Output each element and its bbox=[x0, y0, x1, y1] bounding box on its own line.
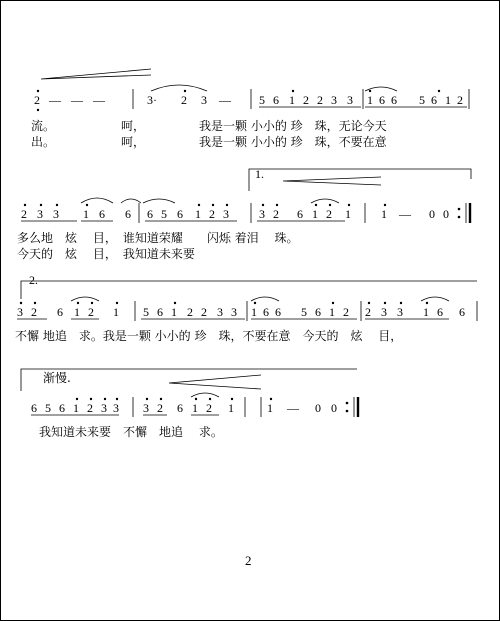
note: 2 bbox=[457, 93, 463, 107]
octave-dot bbox=[116, 398, 118, 400]
note: 3 bbox=[259, 207, 265, 221]
slur bbox=[191, 393, 219, 397]
slur bbox=[311, 199, 339, 203]
note: 6 bbox=[147, 207, 153, 221]
octave-dot bbox=[369, 90, 371, 92]
note: 3 bbox=[37, 207, 43, 221]
lyrics-verse-2: 出。 呵， 我是一颗 小小的 珍 珠，不要在意 bbox=[31, 135, 387, 149]
octave-dot bbox=[426, 302, 428, 304]
note: 6 bbox=[125, 207, 131, 221]
note: 1 bbox=[345, 207, 351, 221]
note: 1 bbox=[329, 305, 335, 319]
octave-dot bbox=[146, 398, 148, 400]
note: 1 bbox=[171, 305, 177, 319]
note: 5 bbox=[301, 305, 307, 319]
note: 5 bbox=[143, 305, 149, 319]
note: 6 bbox=[263, 305, 269, 319]
system-4 bbox=[1, 365, 499, 455]
octave-dot bbox=[34, 302, 36, 304]
note: 6 bbox=[391, 93, 397, 107]
note: 3 bbox=[101, 401, 107, 415]
note: 1 bbox=[73, 401, 79, 415]
note: 6 bbox=[379, 93, 385, 107]
tempo-marking: 渐慢. bbox=[43, 371, 71, 385]
lyrics-verse-1: 我知道未来要 不懈 地追 求。 bbox=[27, 425, 223, 439]
note: 6 bbox=[57, 305, 63, 319]
note: 0 bbox=[443, 207, 449, 221]
note: 2 bbox=[317, 93, 323, 107]
note: 0 bbox=[315, 401, 321, 415]
note: — bbox=[287, 401, 299, 415]
note: 3· bbox=[147, 93, 157, 107]
note: 6 bbox=[297, 207, 303, 221]
note: 6 bbox=[315, 305, 321, 319]
octave-dot bbox=[231, 398, 233, 400]
repeat-dot bbox=[346, 402, 349, 405]
repeat-dot bbox=[346, 410, 349, 413]
note: 1 bbox=[367, 93, 373, 107]
octave-dot bbox=[332, 302, 334, 304]
tempo-bracket bbox=[21, 369, 357, 391]
octave-dot bbox=[276, 204, 278, 206]
page-number: 2 bbox=[245, 553, 252, 568]
note: 6 bbox=[177, 401, 183, 415]
note: — bbox=[49, 93, 61, 107]
octave-dot bbox=[20, 302, 22, 304]
note: 1 bbox=[423, 305, 429, 319]
ending-bracket bbox=[249, 169, 471, 191]
octave-dot bbox=[368, 302, 370, 304]
repeat-dot bbox=[458, 208, 461, 211]
note: 5 bbox=[419, 93, 425, 107]
note: 1 bbox=[195, 207, 201, 221]
lyrics-verse-1: 不懈 地追 求。我是一颗 小小的 珍 珠，不要在意 今天的 炫 目， bbox=[15, 329, 403, 343]
note: 1 bbox=[192, 401, 198, 415]
octave-dot bbox=[438, 90, 440, 92]
note: — bbox=[93, 93, 105, 107]
note: 6 bbox=[431, 93, 437, 107]
lyrics-verse-1: 多么地 炫 目， 谁知道荣耀 闪烁 着泪 珠。 bbox=[17, 231, 299, 245]
note: 3 bbox=[381, 305, 387, 319]
note: 2 bbox=[157, 401, 163, 415]
note: 1 bbox=[312, 207, 318, 221]
octave-dot bbox=[384, 204, 386, 206]
crescendo-hairpin bbox=[283, 177, 381, 185]
note: 2 bbox=[273, 207, 279, 221]
note: — bbox=[71, 93, 83, 107]
slur bbox=[81, 198, 113, 203]
note: 1 bbox=[445, 93, 451, 107]
ending-bracket bbox=[21, 281, 477, 299]
octave-dot bbox=[37, 109, 39, 111]
note: 2 bbox=[187, 305, 193, 319]
system-1 bbox=[1, 61, 499, 161]
note: 6 bbox=[99, 207, 105, 221]
octave-dot bbox=[212, 204, 214, 206]
slur bbox=[421, 297, 449, 301]
octave-dot bbox=[384, 302, 386, 304]
note: 2 bbox=[31, 305, 37, 319]
note: — bbox=[219, 93, 231, 107]
octave-dot bbox=[104, 398, 106, 400]
note: 6 bbox=[31, 401, 37, 415]
crescendo-hairpin bbox=[169, 375, 261, 389]
note: 6 bbox=[59, 401, 65, 415]
octave-dot bbox=[37, 90, 39, 92]
system-2 bbox=[1, 163, 499, 263]
lyrics-verse-2: 今天的 炫 目， 我知道未来要 bbox=[17, 247, 195, 261]
note: — bbox=[399, 207, 411, 221]
octave-dot bbox=[76, 398, 78, 400]
note: 1 bbox=[251, 305, 257, 319]
octave-dot bbox=[348, 204, 350, 206]
note: 2 bbox=[343, 305, 349, 319]
octave-dot bbox=[91, 302, 93, 304]
note: 6 bbox=[157, 305, 163, 319]
crescendo-hairpin bbox=[41, 69, 151, 79]
note: 0 bbox=[429, 207, 435, 221]
note: 5 bbox=[259, 93, 265, 107]
note: 2 bbox=[206, 401, 212, 415]
octave-dot bbox=[174, 302, 176, 304]
repeat-dot bbox=[458, 216, 461, 219]
note: 2 bbox=[326, 207, 332, 221]
octave-dot bbox=[315, 204, 317, 206]
ending-label: 2. bbox=[29, 273, 38, 287]
note: 5 bbox=[161, 207, 167, 221]
octave-dot bbox=[184, 90, 186, 92]
note: 3 bbox=[143, 401, 149, 415]
octave-dot bbox=[226, 204, 228, 206]
lyrics-verse-1: 流。 呵， 我是一颗 小小的 珍 珠，无论今天 bbox=[31, 119, 387, 133]
note: 1 bbox=[289, 93, 295, 107]
octave-dot bbox=[400, 302, 402, 304]
note: 6 bbox=[459, 305, 465, 319]
note: 2 bbox=[365, 305, 371, 319]
note: 2 bbox=[34, 93, 40, 107]
octave-dot bbox=[198, 204, 200, 206]
note: 2 bbox=[181, 93, 187, 107]
slur bbox=[251, 297, 279, 301]
note: 2 bbox=[87, 401, 93, 415]
note: 3 bbox=[231, 305, 237, 319]
note: 6 bbox=[437, 305, 443, 319]
note: 2 bbox=[201, 305, 207, 319]
octave-dot bbox=[56, 204, 58, 206]
note: 2 bbox=[209, 207, 215, 221]
octave-dot bbox=[195, 398, 197, 400]
note: 2 bbox=[88, 305, 94, 319]
octave-dot bbox=[86, 204, 88, 206]
note: 0 bbox=[331, 401, 337, 415]
octave-dot bbox=[90, 398, 92, 400]
note: 5 bbox=[45, 401, 51, 415]
note: 1 bbox=[83, 207, 89, 221]
note: 1 bbox=[267, 401, 273, 415]
note: 1 bbox=[74, 305, 80, 319]
slur bbox=[71, 297, 99, 301]
note: 3 bbox=[347, 93, 353, 107]
note: 3 bbox=[201, 93, 207, 107]
note: 6 bbox=[177, 207, 183, 221]
note: 6 bbox=[273, 93, 279, 107]
note: 3 bbox=[331, 93, 337, 107]
octave-dot bbox=[262, 204, 264, 206]
octave-dot bbox=[270, 398, 272, 400]
slur bbox=[143, 199, 175, 203]
note: 2 bbox=[303, 93, 309, 107]
note: 1 bbox=[381, 207, 387, 221]
slur bbox=[151, 85, 207, 91]
octave-dot bbox=[77, 302, 79, 304]
octave-dot bbox=[40, 204, 42, 206]
octave-dot bbox=[292, 90, 294, 92]
octave-dot bbox=[209, 398, 211, 400]
note: 3 bbox=[113, 401, 119, 415]
note: 2 bbox=[21, 207, 27, 221]
octave-dot bbox=[160, 398, 162, 400]
octave-dot bbox=[24, 204, 26, 206]
note: 3 bbox=[223, 207, 229, 221]
note: 1 bbox=[228, 401, 234, 415]
octave-dot bbox=[329, 204, 331, 206]
note: 6 bbox=[275, 305, 281, 319]
note: 3 bbox=[217, 305, 223, 319]
note: 3 bbox=[53, 207, 59, 221]
octave-dot bbox=[254, 302, 256, 304]
system-3 bbox=[1, 271, 499, 361]
octave-dot bbox=[116, 302, 118, 304]
ending-label: 1. bbox=[255, 167, 264, 181]
note: 3 bbox=[397, 305, 403, 319]
note: 1 bbox=[113, 305, 119, 319]
slur bbox=[121, 199, 141, 203]
note: 3 bbox=[17, 305, 23, 319]
